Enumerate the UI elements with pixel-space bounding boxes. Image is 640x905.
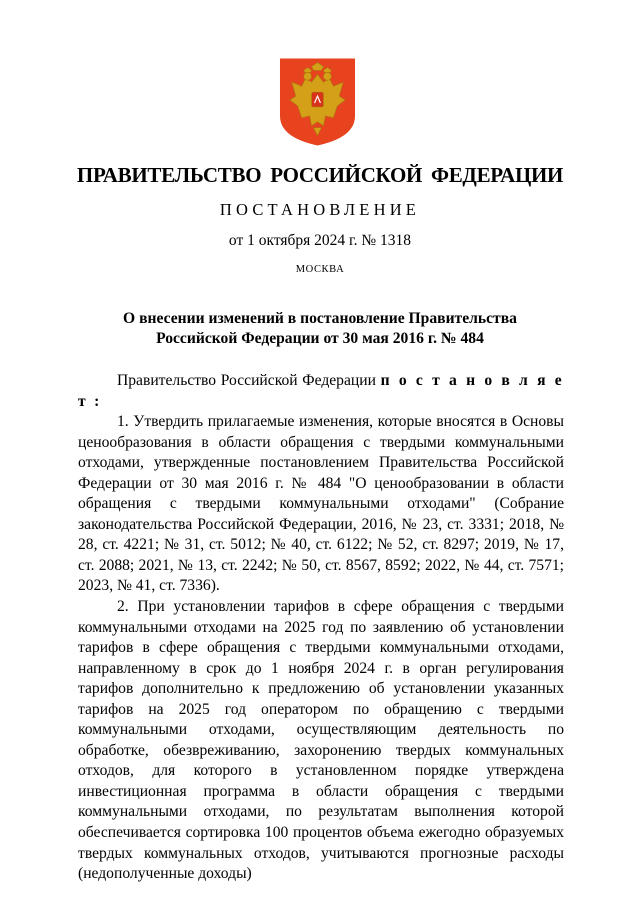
preamble xyxy=(78,371,564,412)
document-city: МОСКВА xyxy=(295,264,345,275)
paragraph-2: 2. При установлении тарифов в сфере обращения с твердыми коммунальными отходами на 2025 год по заявлению об установлении тарифов в сфере обращения с твердыми коммунальными отходами, направленному в срок до 1 ноября 2024 г. в орган регулирования тарифов дополнительно к предложению об установлении указанных тарифов на 2025 год оператором по обращению с твердыми коммунальными отходами, осуществляющим деятельность по обработке, обезвреживанию, захоронению твердых коммунальных отходов, для которого в установленном порядке утверждена инвестиционная программа в области обращения с твердыми коммунальными отходами, по результатам выполнения которой обеспечивается сортировка 100 процентов объема ежегодно образуемых твердых коммунальных отходов, учитываются прогнозные расходы (недополученные доходы) xyxy=(78,598,564,883)
document-type: ПОСТАНОВЛЕНИЕ xyxy=(219,200,421,219)
preamble-text: Правительство Российской Федерации xyxy=(117,372,381,389)
emblem-center-shield xyxy=(312,92,324,107)
document-title-line1: О внесении изменений в постановление Правительства xyxy=(123,310,517,327)
preamble-decree: п о с т а н о в л я е т : xyxy=(78,372,564,410)
coat-of-arms-icon xyxy=(278,56,357,148)
document-title-line2: Российской Федерации от 30 мая 2016 г. № 484 xyxy=(156,330,484,347)
document-title xyxy=(80,309,560,349)
paragraph-1: 1. Утвердить прилагаемые изменения, которые вносятся в Основы ценообразования в области обращения с твердыми коммунальными отходами, утвержденные постановлением Правительства Российской Федерации от 30 мая 2016 г. № 484 "О ценообразовании в области обращения с твердыми коммунальными отходами" (Собрание законодательства Российской Федерации, 2016, № 23, ст. 3331; 2018, № 28, ст. 4221; № 31, ст. 5012; № 40, ст. 6122; № 52, ст. 8297; 2019, № 17, ст. 2088; 2021, № 13, ст. 2242; № 50, ст. 8567, 8592; 2022, № 44, ст. 7571; 2023, № 41, ст. 7336). xyxy=(78,413,564,595)
document-body xyxy=(78,371,564,885)
government-name: ПРАВИТЕЛЬСТВО РОССИЙСКОЙ ФЕДЕРАЦИИ xyxy=(76,163,564,187)
document-date-number: от 1 октября 2024 г. № 1318 xyxy=(228,232,412,249)
